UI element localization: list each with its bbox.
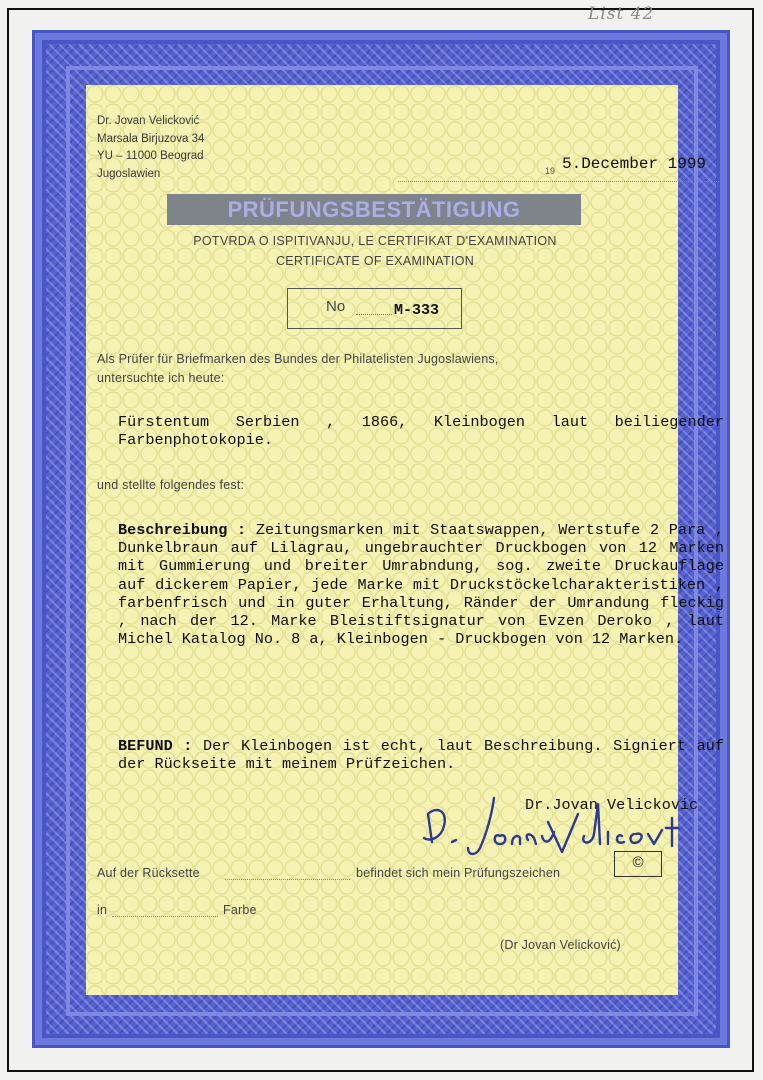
description-text: Zeitungsmarken mit Staatswappen, Wertstufe 2 Para , Dunkelbraun auf Lilagrau, ungebrauchter Druckbogen von 12 Marken mit Gummierung und breiter Umrabndung, sog. zweite Druckauflage auf dickerem Papier, jede Marke mit Druckstöckelcharakteristiken , farbenfrisch und in guter Erhaltung, Ränder der Umrandung fleckig , nach der 12. Marke Bleistiftsignatur von Evzen Deroko , laut Michel Katalog No. 8 a, Kleinbogen - Druckbogen von 12 Marken. xyxy=(118,521,724,649)
findings-intro: und stellte folgendes fest: xyxy=(97,478,245,492)
description-label: Beschreibung : xyxy=(118,521,247,539)
back-label-1: Auf der Rücksette xyxy=(97,866,200,880)
examiner-seal-mark: © xyxy=(614,851,662,877)
color-label: Farbe xyxy=(223,903,257,917)
corner-pencil-note: List 42 xyxy=(588,4,655,24)
color-dotted-line xyxy=(112,915,218,917)
issuer-city: YU – 11000 Beograd xyxy=(97,150,204,162)
intro-line-2: untersuchte ich heute: xyxy=(97,371,225,385)
intro-line-1: Als Prüfer für Briefmarken des Bundes der Philatelisten Jugoslawiens, xyxy=(97,352,499,366)
result-block xyxy=(118,737,724,773)
result-label: BEFUND : xyxy=(118,737,193,755)
issuer-address xyxy=(97,113,204,183)
date-prefix: 19 xyxy=(545,166,556,176)
certificate-number: M-333 xyxy=(394,302,440,319)
result-text: Der Kleinbogen ist echt, laut Beschreibung. Signiert auf der Rückseite mit meinem Prüfzeichen. xyxy=(118,737,724,774)
typed-signature: Dr.Jovan Velickovic xyxy=(525,796,699,814)
issuer-street: Marsala Birjuzova 34 xyxy=(97,132,205,145)
certificate-title: PRÜFUNGSBESTÄTIGUNG xyxy=(227,197,521,222)
subtitle-multilingual: POTVRDA O ISPITIVANJU, LE CERTIFIKAT D'EXAMINATION xyxy=(193,234,557,248)
number-dots xyxy=(356,314,392,315)
issuer-country: Jugoslawien xyxy=(97,167,161,180)
issuer-name: Dr. Jovan Velicković xyxy=(97,115,200,127)
description-block xyxy=(118,521,724,648)
footer-name: (Dr Jovan Velicković) xyxy=(500,938,621,952)
number-label: No xyxy=(326,298,346,315)
subtitle-english: CERTIFICATE OF EXAMINATION xyxy=(275,254,475,268)
in-label: in xyxy=(97,903,108,917)
back-dotted-line xyxy=(225,878,350,880)
certificate-date: 5.December 1999 xyxy=(562,155,707,173)
examined-item: Fürstentum Serbien , 1866, Kleinbogen laut beiliegender Farbenphotokopie. xyxy=(118,413,724,450)
back-label-2: befindet sich mein Prüfungszeichen xyxy=(356,866,561,880)
